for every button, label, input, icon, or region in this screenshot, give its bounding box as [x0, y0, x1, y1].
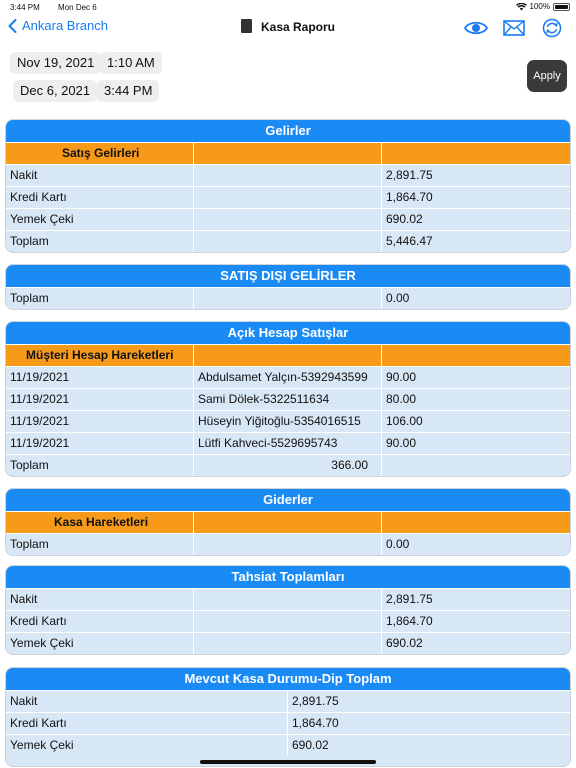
- subheader-label: Müşteri Hesap Hareketleri: [6, 345, 194, 366]
- table-row: [6, 164, 570, 186]
- row-value: 690.02: [386, 212, 423, 226]
- acik-hesap-section: [6, 322, 570, 476]
- table-row: [6, 208, 570, 230]
- battery-percent: 100%: [529, 2, 550, 11]
- eye-icon[interactable]: [464, 18, 488, 38]
- total-row: [6, 287, 570, 309]
- row-label: Yemek Çeki: [6, 735, 288, 756]
- total-row: [6, 230, 570, 252]
- section-header: Açık Hesap Satışlar: [6, 322, 570, 344]
- row-value: 0.00: [386, 537, 410, 551]
- status-date: Mon Dec 6: [58, 3, 97, 12]
- row-value: 0.00: [386, 291, 410, 305]
- row-value: 2,891.75: [386, 168, 433, 182]
- apply-button[interactable]: Apply: [527, 60, 567, 92]
- end-time-picker[interactable]: 3:44 PM: [97, 80, 159, 102]
- table-row: [6, 410, 570, 432]
- battery-icon: [553, 3, 570, 11]
- row-label: Kredi Kartı: [6, 187, 194, 208]
- table-row: [6, 734, 570, 756]
- wifi-icon: [516, 3, 527, 11]
- subheader-label: Satış Gelirleri: [6, 143, 194, 164]
- section-header: SATIŞ DIŞI GELİRLER: [6, 265, 570, 287]
- row-value: 90.00: [386, 436, 417, 450]
- page-title: Kasa Raporu: [0, 20, 576, 35]
- row-label: Yemek Çeki: [6, 209, 194, 230]
- row-customer: Sami Dölek-5322511634: [194, 389, 382, 410]
- subheader-row: [6, 511, 570, 533]
- row-label: Toplam: [6, 455, 194, 476]
- section-header: Mevcut Kasa Durumu-Dip Toplam: [6, 668, 570, 690]
- refresh-icon[interactable]: [540, 18, 564, 38]
- row-date: 11/19/2021: [6, 389, 194, 410]
- section-header: Tahsiat Toplamları: [6, 566, 570, 588]
- table-row: [6, 388, 570, 410]
- row-value: 366.00: [194, 455, 382, 476]
- status-bar: [0, 0, 576, 14]
- table-row: [6, 366, 570, 388]
- row-value: 1,864.70: [292, 716, 339, 730]
- table-row: [6, 632, 570, 654]
- table-row: [6, 588, 570, 610]
- row-date: 11/19/2021: [6, 367, 194, 388]
- table-row: [6, 610, 570, 632]
- row-value: 690.02: [292, 738, 329, 752]
- row-value: 1,864.70: [386, 190, 433, 204]
- row-label: Yemek Çeki: [6, 633, 194, 654]
- home-indicator[interactable]: [200, 760, 376, 764]
- table-row: [6, 690, 570, 712]
- row-label: Toplam: [6, 534, 194, 555]
- row-label: Nakit: [6, 165, 194, 186]
- table-row: [6, 432, 570, 454]
- row-label: Nakit: [6, 691, 288, 712]
- table-row: [6, 712, 570, 734]
- nav-bar: [0, 14, 576, 44]
- row-label: Toplam: [6, 231, 194, 252]
- row-date: 11/19/2021: [6, 433, 194, 454]
- row-value: 5,446.47: [386, 234, 433, 248]
- row-customer: Abdulsamet Yalçın-5392943599: [194, 367, 382, 388]
- total-row: [6, 533, 570, 555]
- row-label: Nakit: [6, 589, 194, 610]
- mail-icon[interactable]: [502, 18, 526, 38]
- row-value: 2,891.75: [386, 592, 433, 606]
- total-row: [6, 454, 570, 476]
- book-icon: [241, 19, 252, 33]
- mevcut-kasa-section: [6, 668, 570, 766]
- start-time-picker[interactable]: 1:10 AM: [100, 52, 162, 74]
- status-time: 3:44 PM: [10, 3, 40, 12]
- row-label: Kredi Kartı: [6, 611, 194, 632]
- gelirler-section: [6, 120, 570, 252]
- satis-disi-section: [6, 265, 570, 309]
- start-date-picker[interactable]: Nov 19, 2021: [10, 52, 101, 74]
- row-label: Toplam: [6, 288, 194, 309]
- row-value: 2,891.75: [292, 694, 339, 708]
- row-customer: Lütfi Kahveci-5529695743: [194, 433, 382, 454]
- end-date-picker[interactable]: Dec 6, 2021: [13, 80, 97, 102]
- row-value: 90.00: [386, 370, 417, 384]
- row-date: 11/19/2021: [6, 411, 194, 432]
- row-value: 80.00: [386, 392, 417, 406]
- subheader-row: [6, 142, 570, 164]
- row-value: 106.00: [386, 414, 423, 428]
- tahsiat-section: [6, 566, 570, 654]
- table-row: [6, 186, 570, 208]
- subheader-row: [6, 344, 570, 366]
- giderler-section: [6, 489, 570, 555]
- section-header: Gelirler: [6, 120, 570, 142]
- section-header: Giderler: [6, 489, 570, 511]
- row-customer: Hüseyin Yiğitoğlu-5354016515: [194, 411, 382, 432]
- subheader-label: Kasa Hareketleri: [6, 512, 194, 533]
- back-label: Ankara Branch: [22, 18, 108, 33]
- row-value: 690.02: [386, 636, 423, 650]
- row-value: 1,864.70: [386, 614, 433, 628]
- row-label: Kredi Kartı: [6, 713, 288, 734]
